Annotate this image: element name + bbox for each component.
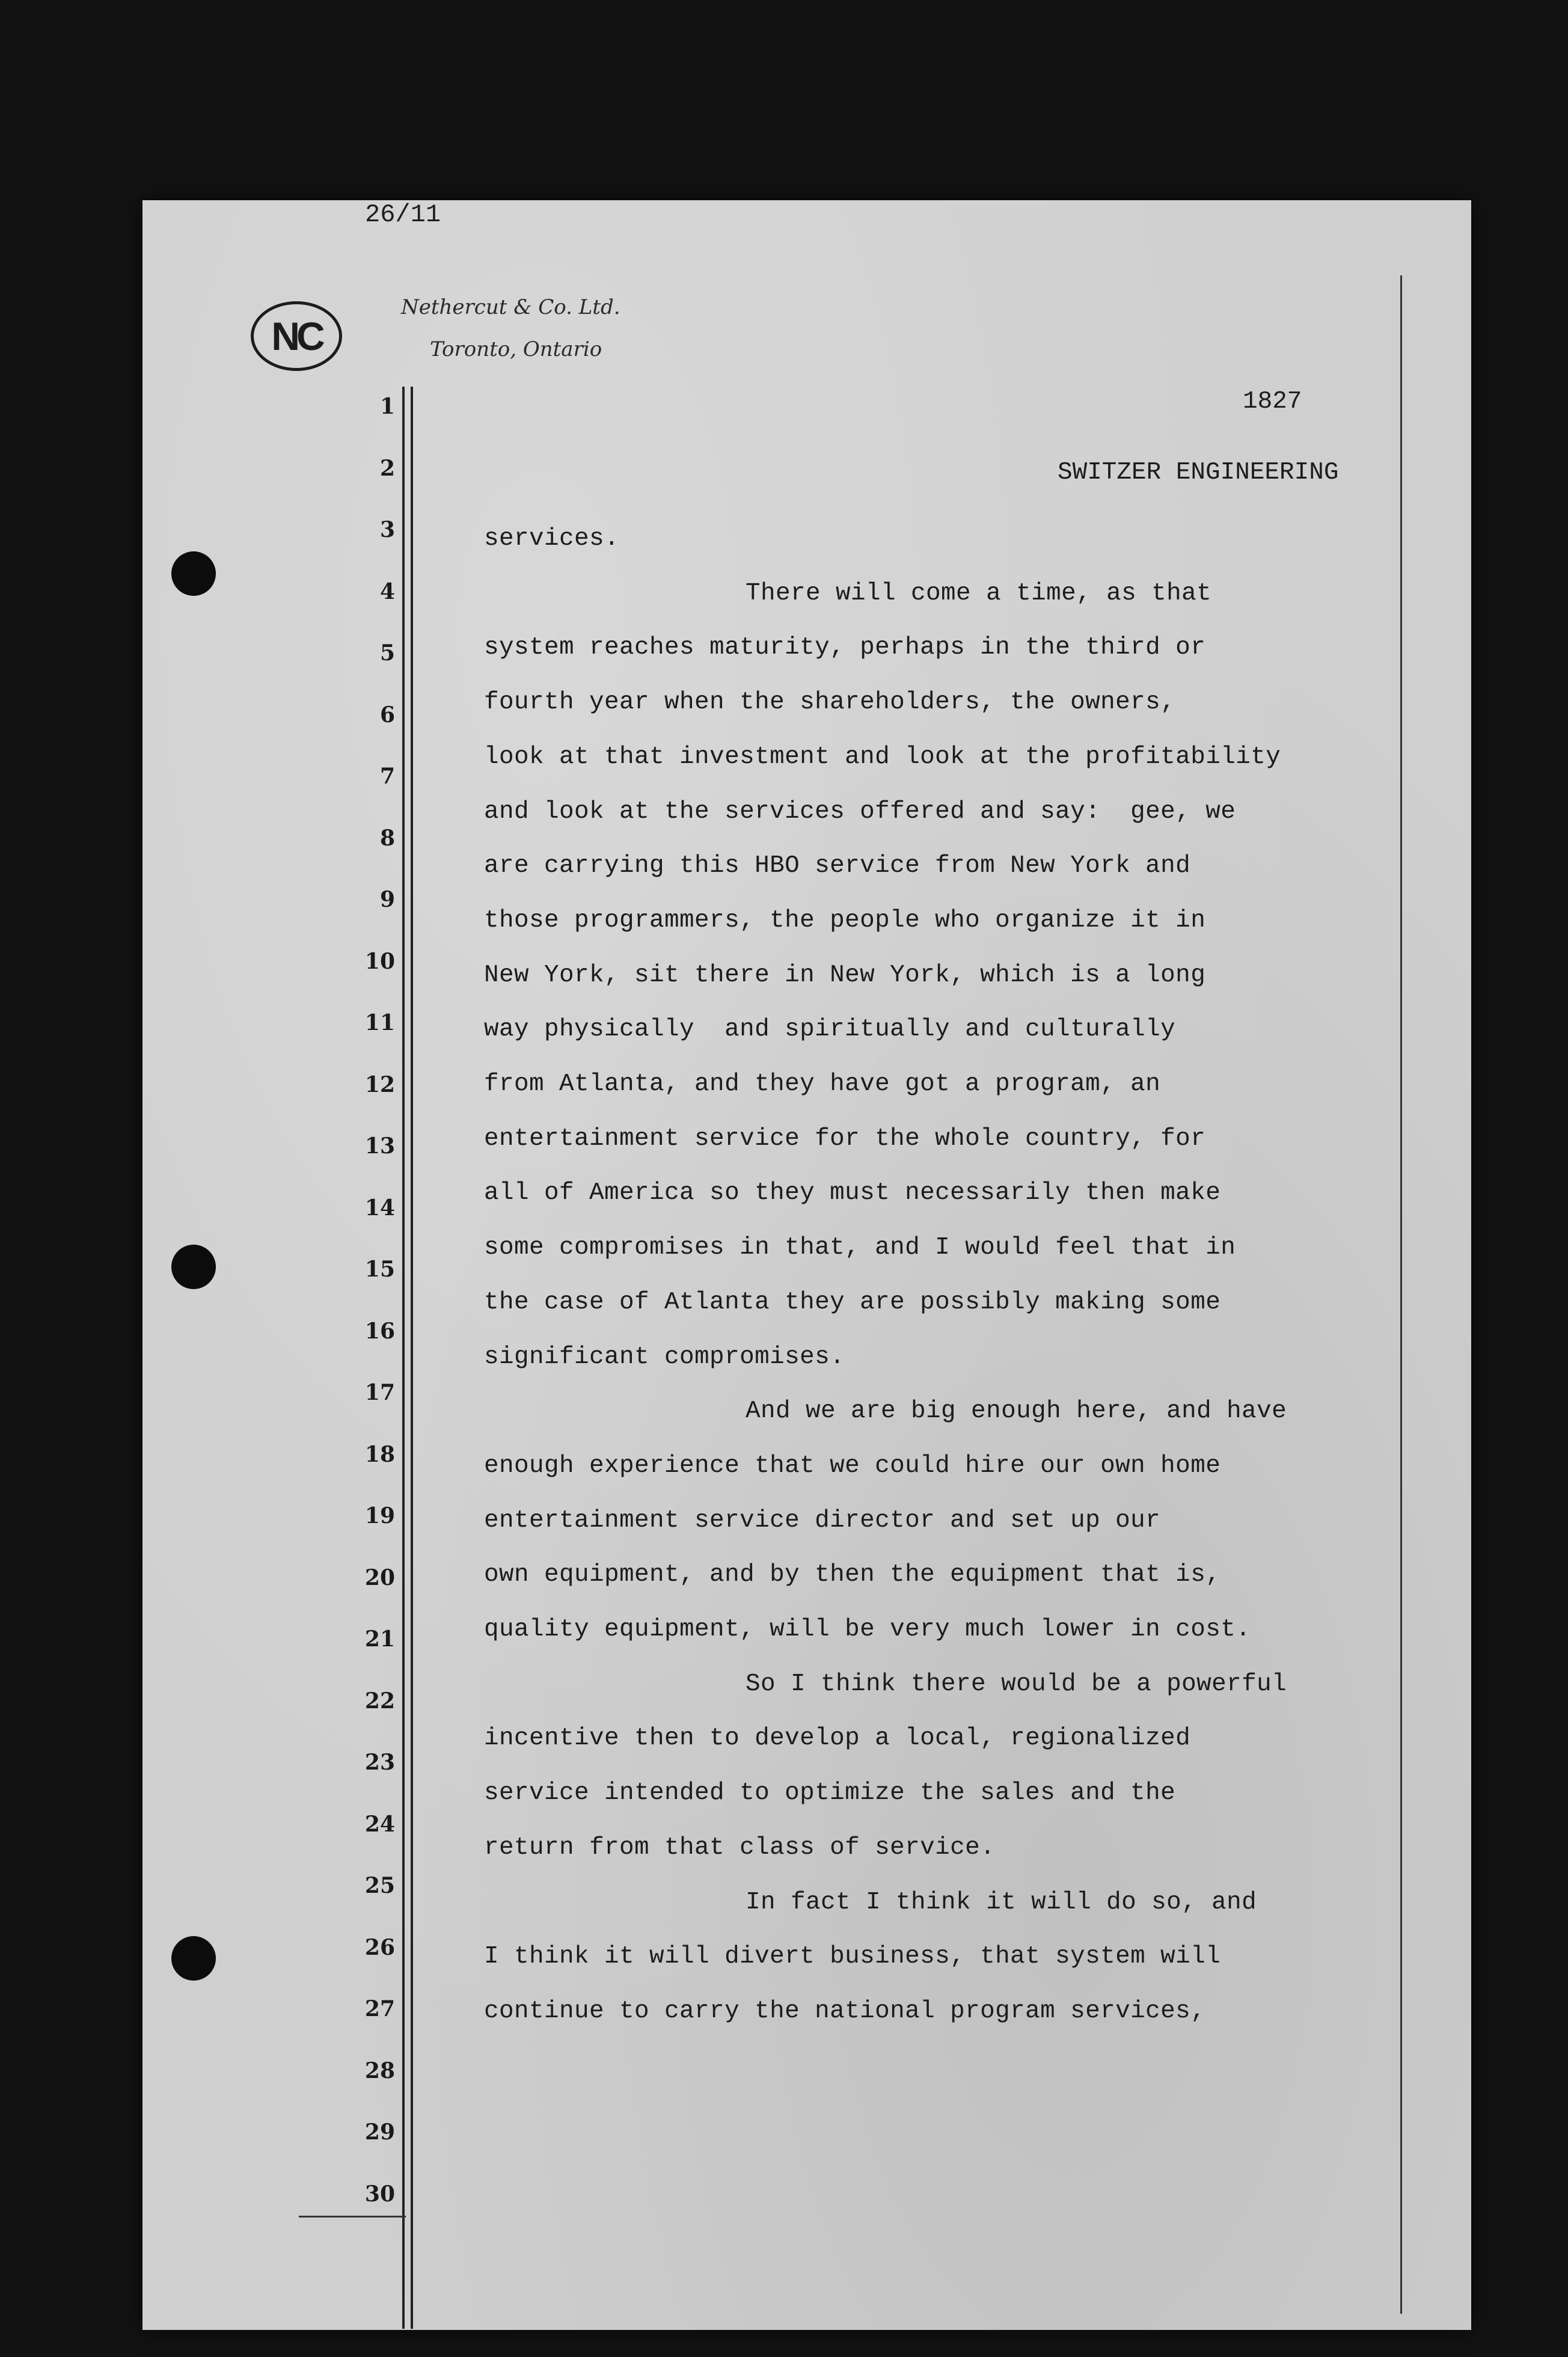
line-number: 4	[379, 578, 395, 604]
line-number: 12	[364, 1071, 395, 1097]
binder-hole	[171, 551, 216, 596]
binder-hole	[171, 1936, 216, 1981]
binder-hole	[171, 1245, 216, 1289]
line-number: 26	[364, 1934, 395, 1960]
line-number: 29	[364, 2119, 395, 2145]
line-number: 17	[364, 1380, 395, 1405]
firm-logo: NC	[251, 301, 342, 371]
transcript-line: services.	[484, 525, 620, 553]
line-number: 14	[364, 1195, 395, 1221]
line-number: 6	[379, 702, 395, 728]
margin-rule	[402, 387, 405, 2329]
transcript-line: are carrying this HBO service from New York and	[484, 852, 1191, 880]
transcript-line: And we are big enough here, and have	[746, 1397, 1287, 1426]
transcript-line: So I think there would be a powerful	[746, 1670, 1287, 1698]
transcript-line: those programmers, the people who organize it in	[484, 906, 1206, 934]
running-head: SWITZER ENGINEERING	[1058, 459, 1339, 486]
line-number: 2	[379, 455, 395, 481]
line-number: 9	[379, 887, 395, 912]
line-number: 10	[364, 948, 395, 974]
line-number: 22	[364, 1688, 395, 1714]
line-number: 20	[364, 1565, 395, 1590]
line-number: 18	[364, 1441, 395, 1467]
transcript-line: and look at the services offered and say: gee, we	[484, 797, 1236, 826]
transcript-line: system reaches maturity, perhaps in the third or	[484, 634, 1206, 662]
transcript-line: entertainment service director and set up our	[484, 1506, 1161, 1534]
transcript-line: I think it will divert business, that system will	[484, 1943, 1221, 1971]
transcript-line: some compromises in that, and I would feel that in	[484, 1234, 1236, 1262]
bottom-rule	[299, 2216, 406, 2218]
transcript-line: way physically and spiritually and culturally	[484, 1016, 1176, 1044]
transcript-line: entertainment service for the whole country, for	[484, 1124, 1206, 1153]
page-number: 1827	[1243, 388, 1302, 415]
transcript-line: look at that investment and look at the profitability	[484, 743, 1281, 771]
firm-name: Nethercut & Co. Ltd.	[401, 295, 620, 319]
transcript-line: significant compromises.	[484, 1343, 845, 1371]
line-number: 13	[364, 1133, 395, 1159]
line-number: 19	[364, 1503, 395, 1528]
line-number: 7	[379, 764, 395, 789]
line-number: 28	[364, 2058, 395, 2083]
transcript-line: return from that class of service.	[484, 1833, 996, 1862]
transcript-line: enough experience that we could hire our own home	[484, 1451, 1221, 1480]
line-number: 16	[364, 1318, 395, 1344]
transcript-page	[142, 200, 1471, 2330]
transcript-line: the case of Atlanta they are possibly making some	[484, 1288, 1221, 1316]
transcript-line: incentive then to develop a local, regionalized	[484, 1724, 1191, 1753]
line-number: 24	[364, 1811, 395, 1837]
line-number: 23	[364, 1750, 395, 1775]
page-reference: 26/11	[365, 200, 441, 229]
firm-city: Toronto, Ontario	[430, 337, 602, 361]
transcript-line: fourth year when the shareholders, the owners,	[484, 688, 1176, 717]
transcript-line: In fact I think it will do so, and	[746, 1888, 1257, 1916]
transcript-line: New York, sit there in New York, which is a long	[484, 961, 1206, 989]
transcript-line: quality equipment, will be very much lower in cost.	[484, 1616, 1251, 1643]
line-number: 5	[379, 640, 395, 666]
transcript-line: continue to carry the national program services,	[484, 1997, 1206, 2025]
transcript-line: own equipment, and by then the equipment that is,	[484, 1561, 1221, 1589]
line-number: 27	[364, 1996, 395, 2021]
line-number: 15	[364, 1257, 395, 1282]
transcript-line: all of America so they must necessarily then make	[484, 1179, 1221, 1207]
line-number: 21	[364, 1626, 395, 1652]
transcript-line: service intended to optimize the sales and the	[484, 1779, 1176, 1807]
line-number: 1	[379, 394, 395, 419]
right-margin-rule	[1400, 275, 1402, 2314]
transcript-line: There will come a time, as that	[746, 579, 1212, 607]
line-number: 25	[364, 1873, 395, 1898]
transcript-line: from Atlanta, and they have got a program, an	[484, 1070, 1161, 1098]
margin-rule	[411, 387, 413, 2329]
line-number: 8	[379, 825, 395, 851]
line-number: 30	[364, 2181, 395, 2207]
line-number: 11	[364, 1010, 395, 1035]
line-number: 3	[379, 517, 395, 542]
